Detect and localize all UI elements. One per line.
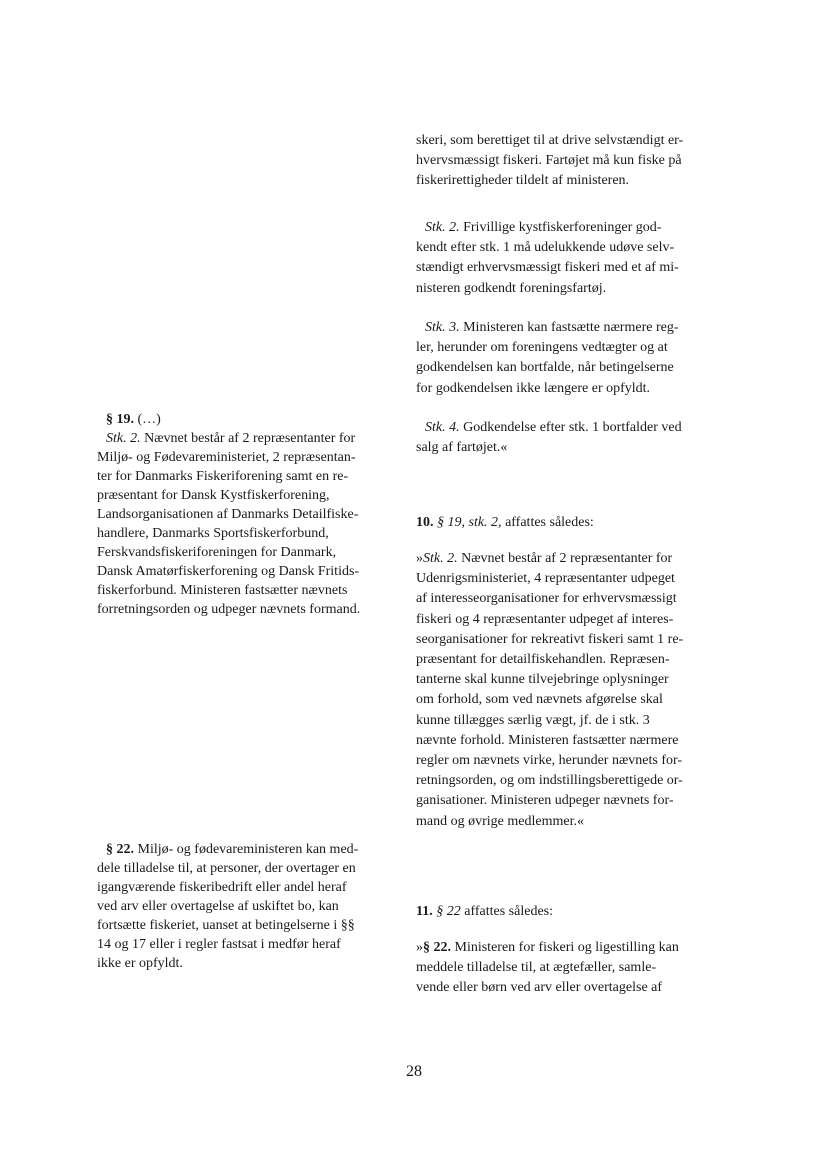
new-stk-2-line-7: om forhold, som ved nævnets afgørelse skal — [416, 692, 663, 708]
item-10-line — [416, 513, 732, 533]
section-19-line-0 — [97, 429, 402, 448]
stk-4-label: Stk. 4. — [425, 420, 460, 435]
continuation-line-1: hvervsmæssigt fiskeri. Fartøjet må kun fiske på — [416, 153, 682, 169]
section-19-stk-label: Stk. 2. — [106, 431, 141, 446]
continuation-paragraph — [416, 131, 732, 192]
section-19-old — [97, 410, 402, 619]
section-19-line-1: Miljø- og Fødevareministeriet, 2 repræsentan- — [97, 450, 356, 465]
continuation-line-2: fiskerirettigheder tildelt af ministeren. — [416, 173, 630, 189]
stk-4-paragraph — [416, 418, 732, 458]
new-stk-2-label: Stk. 2. — [423, 551, 458, 566]
new-section-22-line-1: meddele tilladelse til, at ægtefæller, samle- — [416, 960, 657, 976]
stk-3-line-0-text: Ministeren kan fastsætte nærmere reg- — [459, 320, 679, 335]
section-22-line-1: dele tilladelse til, at personer, der overtager en — [97, 861, 356, 876]
stk-4-line-0 — [416, 418, 732, 438]
new-section-22-line-0-text: Ministeren for fiskeri og ligestilling kan — [451, 940, 679, 955]
stk-2-line-2: stændigt erhvervsmæssigt fiskeri med et af mi- — [416, 260, 679, 276]
new-stk-2-line-11: retningsorden, og om indstillingsberettigede or- — [416, 773, 683, 789]
page-number: 28 — [406, 1063, 422, 1080]
item-10-reference: § 19, stk. 2, — [437, 515, 502, 530]
new-stk-2-paragraph — [416, 549, 732, 832]
stk-2-paragraph — [416, 218, 732, 299]
section-19-line-5: handlere, Danmarks Sportsfiskerforbund, — [97, 526, 329, 541]
new-stk-2-line-0 — [416, 549, 732, 569]
new-stk-2-line-3: fiskeri og 4 repræsentanter udpeget af interes- — [416, 611, 674, 627]
stk-3-line-2: godkendelsen kan bortfalde, når betingelserne — [416, 360, 674, 376]
section-19-line-2: ter for Danmarks Fiskeriforening samt en re- — [97, 469, 349, 484]
item-11-line — [416, 902, 732, 922]
new-stk-2-line-12: ganisationer. Ministeren udpeger nævnets for- — [416, 793, 674, 809]
new-section-22-line-2: vende eller børn ved arv eller overtagelse af — [416, 980, 663, 996]
section-19-ellipsis: (…) — [134, 412, 161, 427]
section-19-line-7: Dansk Amatørfiskerforening og Dansk Fritids- — [97, 564, 360, 579]
new-stk-2-line-8: kunne tillægges særlig vægt, jf. de i stk. 3 — [416, 712, 650, 728]
new-stk-2-line-0-text: Nævnet består af 2 repræsentanter for — [457, 551, 673, 566]
new-stk-2-line-1: Udenrigsministeriet, 4 repræsentanter udpeget — [416, 571, 675, 587]
new-stk-2-line-2: af interesseorganisationer for erhvervsmæssigt — [416, 591, 677, 607]
item-11 — [416, 902, 732, 922]
section-19-number: § 19. — [106, 412, 134, 427]
new-stk-2-line-5: præsentant for detailfiskehandlen. Repræsen- — [416, 652, 670, 668]
stk-3-label: Stk. 3. — [425, 320, 460, 335]
section-22-line-2: igangværende fiskeribedrift eller andel heraf — [97, 880, 347, 895]
item-10-text: affattes således: — [501, 515, 594, 530]
stk-4-line-1: salg af fartøjet.« — [416, 440, 508, 456]
stk-2-line-1: kendt efter stk. 1 må udelukkende udøve selv- — [416, 240, 675, 256]
stk-2-line-0 — [416, 218, 732, 238]
stk-3-line-0 — [416, 318, 732, 338]
section-22-line-5: 14 og 17 eller i regler fastsat i medfør heraf — [97, 937, 341, 952]
section-22-old — [97, 840, 402, 973]
stk-3-paragraph — [416, 318, 732, 399]
new-section-22-line-0 — [416, 938, 732, 958]
section-19-heading — [97, 410, 402, 429]
item-10 — [416, 513, 732, 533]
new-stk-2-line-6: tanterne skal kunne tilvejebringe oplysninger — [416, 672, 669, 688]
stk-2-line-0-text: Frivillige kystfiskerforeninger god- — [459, 220, 662, 235]
section-19-line-8: fiskerforbund. Ministeren fastsætter nævnets — [97, 583, 348, 598]
section-19-line-0-text: Nævnet består af 2 repræsentanter for — [144, 431, 356, 446]
stk-4-line-0-text: Godkendelse efter stk. 1 bortfalder ved — [459, 420, 682, 435]
stk-3-line-1: ler, herunder om foreningens vedtægter og at — [416, 340, 668, 356]
continuation-line-0: skeri, som berettiget til at drive selvstændigt er- — [416, 133, 684, 148]
section-19-line-6: Ferskvandsfiskeriforeningen for Danmark, — [97, 545, 337, 560]
item-10-number: 10. — [416, 515, 434, 530]
section-22-line-3: ved arv eller overtagelse af uskiftet bo, kan — [97, 899, 339, 914]
section-22-line-4: fortsætte fiskeriet, uanset at betingelserne i §§ — [97, 918, 355, 933]
section-22-line-0 — [97, 840, 402, 859]
item-11-text: affattes således: — [460, 904, 553, 919]
new-stk-2-line-4: seorganisationer for rekreativt fiskeri samt 1 re- — [416, 631, 684, 647]
section-19-line-4: Landsorganisationen af Danmarks Detailfiske- — [97, 507, 359, 522]
new-stk-2-quote: » — [416, 551, 423, 566]
section-22-line-0-text: Miljø- og fødevareministeren kan med- — [134, 842, 359, 857]
section-22-number: § 22. — [106, 842, 134, 857]
section-22-line-6: ikke er opfyldt. — [97, 956, 183, 971]
stk-2-label: Stk. 2. — [425, 220, 460, 235]
section-19-line-9: forretningsorden og udpeger nævnets formand. — [97, 602, 361, 617]
item-11-reference: § 22 — [436, 904, 461, 919]
item-11-number: 11. — [416, 904, 433, 919]
section-19-line-3: præsentant for Dansk Kystfiskerforening, — [97, 488, 330, 503]
new-section-22-number: § 22. — [423, 940, 451, 955]
new-section-22-paragraph — [416, 938, 732, 999]
new-stk-2-line-13: mand og øvrige medlemmer.« — [416, 813, 584, 829]
new-stk-2-line-9: nævnte forhold. Ministeren fastsætter nærmere — [416, 732, 679, 748]
stk-2-line-3: nisteren godkendt foreningsfartøj. — [416, 280, 607, 296]
stk-3-line-3: for godkendelsen ikke længere er opfyldt. — [416, 380, 651, 396]
new-stk-2-line-10: regler om nævnets virke, herunder nævnets for- — [416, 753, 683, 769]
new-section-22-quote: » — [416, 940, 423, 955]
